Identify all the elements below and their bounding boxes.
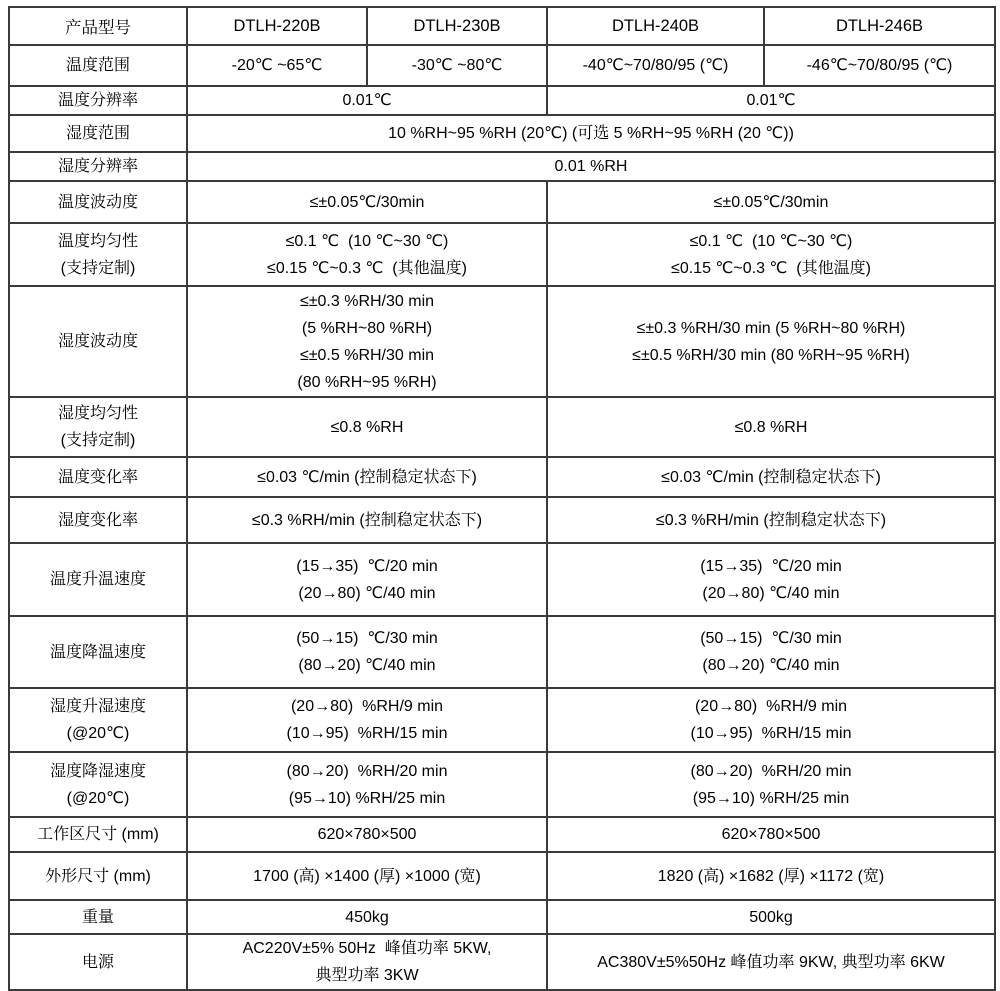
- spec-value-cell: [187, 752, 547, 817]
- row-label: [9, 152, 187, 181]
- spec-value-line: ≤0.15 ℃~0.3 ℃ (其他温度): [671, 259, 871, 277]
- row-label: [9, 286, 187, 397]
- spec-value-cell: [547, 286, 995, 397]
- row-label-line: 湿度范围: [65, 125, 130, 142]
- row-label: [9, 752, 187, 817]
- spec-value-cell: [547, 457, 995, 497]
- spec-value-cell: [187, 934, 547, 990]
- table-row: [9, 688, 995, 752]
- spec-value-line: 0.01 %RH: [554, 158, 628, 175]
- spec-value-line: 500kg: [749, 908, 793, 926]
- spec-value-line: (20→80) %RH/9 min: [290, 698, 444, 715]
- row-label: [9, 497, 187, 543]
- row-label-line: 温度分辨率: [57, 92, 138, 109]
- row-label-line: 外形尺寸 (mm): [45, 867, 151, 885]
- spec-value-cell: [187, 152, 995, 181]
- spec-value-cell: [547, 934, 995, 990]
- table-row: [9, 852, 995, 900]
- spec-value-cell: [187, 497, 547, 543]
- table-row: [9, 616, 995, 688]
- row-label-line: 温度降温速度: [49, 643, 146, 661]
- spec-value-cell: [547, 181, 995, 223]
- spec-value-line: 450kg: [345, 908, 389, 926]
- spec-value-line: ≤0.15 ℃~0.3 ℃ (其他温度): [267, 259, 467, 277]
- spec-value-line: (50→15) ℃/30 min: [296, 630, 438, 647]
- spec-value-cell: [547, 752, 995, 817]
- spec-value-line: -46℃~70/80/95 (℃): [806, 57, 953, 74]
- table-row: [9, 152, 995, 181]
- spec-value-cell: [547, 852, 995, 900]
- spec-value-cell: [547, 688, 995, 752]
- spec-value-line: (5 %RH~80 %RH): [301, 319, 433, 337]
- spec-value-cell: [547, 543, 995, 616]
- spec-value-line: (10→95) %RH/15 min: [286, 725, 448, 742]
- row-label: [9, 397, 187, 457]
- spec-value-cell: [367, 45, 547, 86]
- spec-value-line: ≤0.03 ℃/min (控制稳定状态下): [257, 468, 477, 486]
- spec-value-cell: [187, 616, 547, 688]
- spec-value-line: 10 %RH~95 %RH (20℃) (可选 5 %RH~95 %RH (20 ℃)): [388, 125, 794, 142]
- spec-value-line: ≤±0.05℃/30min: [309, 193, 425, 211]
- spec-value-line: ≤0.3 %RH/min (控制稳定状态下): [251, 511, 483, 529]
- table-row: [9, 817, 995, 852]
- table-row: [9, 115, 995, 152]
- spec-value-line: ≤0.1 ℃ (10 ℃~30 ℃): [689, 232, 853, 250]
- row-label: [9, 852, 187, 900]
- spec-value-cell: [187, 45, 367, 86]
- spec-value-line: ≤0.8 %RH: [330, 418, 404, 436]
- table-row: [9, 397, 995, 457]
- table-row: [9, 223, 995, 286]
- spec-value-line: ≤±0.5 %RH/30 min: [299, 346, 435, 364]
- row-label-line: 湿度升湿速度: [49, 698, 146, 715]
- spec-value-line: (20→80) ℃/40 min: [702, 584, 840, 602]
- spec-value-line: (95→10) %RH/25 min: [692, 789, 850, 807]
- spec-value-line: -30℃ ~80℃: [411, 57, 503, 74]
- table-row: [9, 934, 995, 990]
- row-label-line: 工作区尺寸 (mm): [37, 826, 159, 843]
- spec-value-line: (80→20) ℃/40 min: [702, 657, 840, 674]
- spec-value-line: 1820 (高) ×1682 (厚) ×1172 (宽): [657, 867, 885, 885]
- spec-value-line: (10→95) %RH/15 min: [690, 725, 852, 742]
- table-row: [9, 497, 995, 543]
- spec-value-cell: [187, 223, 547, 286]
- spec-value-cell: [547, 397, 995, 457]
- spec-value-line: 1700 (高) ×1400 (厚) ×1000 (宽): [253, 867, 481, 885]
- spec-value-line: AC220V±5% 50Hz 峰值功率 5KW,: [242, 940, 492, 957]
- row-label: [9, 688, 187, 752]
- row-label-line: 电源: [81, 953, 114, 971]
- spec-value-line: ≤±0.05℃/30min: [713, 193, 829, 211]
- row-label-line: (@20℃): [66, 725, 130, 742]
- spec-value-cell: [547, 86, 995, 115]
- spec-value-cell: [764, 45, 995, 86]
- spec-value-cell: [547, 616, 995, 688]
- spec-value-line: (15→35) ℃/20 min: [700, 557, 842, 575]
- spec-value-line: ≤0.03 ℃/min (控制稳定状态下): [661, 468, 881, 486]
- row-label-line: 湿度降湿速度: [49, 762, 146, 780]
- spec-value-cell: [187, 286, 547, 397]
- table-row: [9, 45, 995, 86]
- model-column-header: DTLH-220B: [187, 7, 367, 45]
- spec-value-line: AC380V±5%50Hz 峰值功率 9KW, 典型功率 6KW: [597, 953, 945, 971]
- spec-value-line: ≤±0.3 %RH/30 min: [299, 292, 435, 310]
- spec-value-line: ≤0.1 ℃ (10 ℃~30 ℃): [285, 232, 449, 250]
- spec-value-cell: [187, 457, 547, 497]
- spec-value-line: 典型功率 3KW: [315, 967, 419, 984]
- row-label: [9, 934, 187, 990]
- spec-value-cell: [547, 223, 995, 286]
- row-label-line: 湿度分辨率: [57, 158, 138, 175]
- spec-value-cell: [187, 115, 995, 152]
- spec-value-line: (50→15) ℃/30 min: [700, 630, 842, 647]
- table-row: [9, 900, 995, 934]
- row-label-line: 湿度变化率: [57, 511, 138, 529]
- table-row: [9, 86, 995, 115]
- table-row: [9, 286, 995, 397]
- spec-value-cell: [187, 688, 547, 752]
- spec-value-line: (80→20) %RH/20 min: [690, 762, 852, 780]
- row-label-line: 重量: [81, 908, 114, 926]
- spec-value-line: 0.01℃: [746, 92, 796, 109]
- product-model-header: 产品型号: [9, 7, 187, 45]
- row-label-line: (支持定制): [60, 259, 136, 277]
- spec-value-cell: [547, 817, 995, 852]
- row-label-line: (支持定制): [60, 432, 136, 449]
- spec-table: [8, 6, 996, 991]
- spec-value-cell: [547, 900, 995, 934]
- model-column-header: DTLH-240B: [547, 7, 764, 45]
- spec-value-cell: [187, 900, 547, 934]
- spec-value-line: 620×780×500: [317, 826, 417, 843]
- row-label-line: 湿度均匀性: [57, 405, 138, 422]
- row-label: [9, 900, 187, 934]
- spec-value-line: ≤0.8 %RH: [734, 418, 808, 436]
- spec-value-cell: [547, 45, 764, 86]
- row-label: [9, 181, 187, 223]
- row-label: [9, 543, 187, 616]
- row-label: [9, 817, 187, 852]
- row-label-line: 温度升温速度: [49, 571, 146, 588]
- row-label: [9, 616, 187, 688]
- table-row: [9, 752, 995, 817]
- spec-value-cell: [187, 852, 547, 900]
- spec-value-line: (80→20) %RH/20 min: [286, 762, 448, 780]
- spec-value-line: ≤±0.5 %RH/30 min (80 %RH~95 %RH): [632, 346, 910, 364]
- spec-value-cell: [187, 817, 547, 852]
- spec-table-body: [9, 45, 995, 990]
- spec-value-cell: [547, 497, 995, 543]
- spec-value-line: -20℃ ~65℃: [231, 57, 323, 74]
- header-row: [9, 7, 995, 45]
- spec-value-line: (15→35) ℃/20 min: [296, 557, 438, 575]
- spec-value-line: 0.01℃: [342, 92, 392, 109]
- spec-value-line: (80 %RH~95 %RH): [297, 373, 437, 391]
- model-column-header: DTLH-246B: [764, 7, 995, 45]
- spec-value-line: (20→80) %RH/9 min: [694, 698, 848, 715]
- row-label-line: 温度均匀性: [57, 232, 138, 250]
- spec-value-line: (95→10) %RH/25 min: [288, 789, 446, 807]
- spec-value-cell: [187, 397, 547, 457]
- spec-value-line: (20→80) ℃/40 min: [298, 584, 436, 602]
- row-label: [9, 86, 187, 115]
- row-label-line: 温度范围: [65, 57, 130, 74]
- row-label: [9, 115, 187, 152]
- spec-value-cell: [187, 181, 547, 223]
- table-row: [9, 543, 995, 616]
- spec-value-line: -40℃~70/80/95 (℃): [582, 57, 729, 74]
- row-label: [9, 223, 187, 286]
- spec-value-cell: [187, 543, 547, 616]
- row-label-line: (@20℃): [66, 789, 130, 807]
- row-label-line: 湿度波动度: [57, 333, 138, 350]
- spec-value-line: ≤0.3 %RH/min (控制稳定状态下): [655, 511, 887, 529]
- table-row: [9, 457, 995, 497]
- spec-value-line: ≤±0.3 %RH/30 min (5 %RH~80 %RH): [636, 319, 906, 337]
- spec-value-line: 620×780×500: [721, 826, 821, 843]
- row-label: [9, 45, 187, 86]
- row-label-line: 温度变化率: [57, 468, 138, 486]
- spec-value-cell: [187, 86, 547, 115]
- spec-value-line: (80→20) ℃/40 min: [298, 657, 436, 674]
- spec-table-head: [9, 7, 995, 45]
- row-label: [9, 457, 187, 497]
- table-row: [9, 181, 995, 223]
- model-column-header: DTLH-230B: [367, 7, 547, 45]
- row-label-line: 温度波动度: [57, 193, 138, 211]
